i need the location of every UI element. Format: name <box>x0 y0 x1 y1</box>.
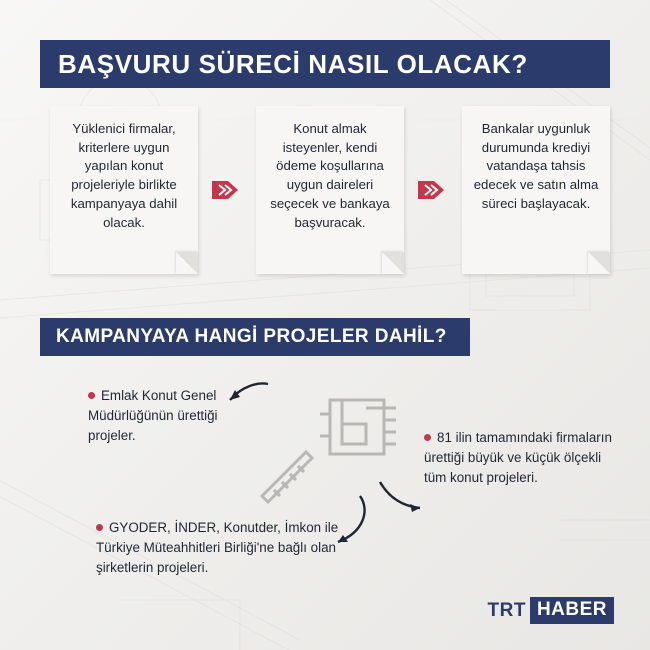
section-title-banner-1 <box>40 40 610 88</box>
process-card-3 <box>462 106 610 274</box>
process-card-1-text: Yüklenici firmalar, kriterlere uygun yapılan konut projeleriyle birlikte kampanyaya dahil olacak. <box>70 121 178 230</box>
logo-trt-text: TRT <box>487 599 526 621</box>
process-cards-row <box>50 106 610 274</box>
trt-haber-logo <box>488 597 615 624</box>
ruler-triangle-icon <box>256 448 320 509</box>
bullet-dot-icon <box>88 392 95 399</box>
curved-arrow-icon-2 <box>378 480 426 519</box>
arrow-icon-1 <box>212 177 242 203</box>
bullet-dot-icon <box>96 524 103 531</box>
process-card-2-text: Konut almak isteyenler, kendi ödeme koşullarına uygun daireleri seçecek ve bankaya başvuracak. <box>270 121 390 230</box>
page-curl-icon <box>176 252 198 274</box>
section-title-banner-2 <box>40 318 470 356</box>
logo-haber-text: HABER <box>530 597 614 624</box>
list-item-3 <box>96 518 364 578</box>
list-item-1-text: Emlak Konut Genel Müdürlüğünün ürettiği projeler. <box>88 388 218 444</box>
process-card-1 <box>50 106 198 274</box>
list-item-3-text: GYODER, İNDER, Konutder, İmkon ile Türkiye Müteahhitleri Birliği'ne bağlı olan şirketlerin projeleri. <box>96 520 339 576</box>
banner-1-text: BAŞVURU SÜRECİ NASIL OLACAK? <box>58 48 528 79</box>
process-card-2 <box>256 106 404 274</box>
list-item-1 <box>88 386 268 446</box>
blueprint-icon <box>318 390 402 471</box>
banner-2-text: KAMPANYAYA HANGİ PROJELER DAHİL? <box>56 326 447 347</box>
list-item-2 <box>424 428 624 488</box>
process-card-3-text: Bankalar uygunluk durumunda krediyi vatandaşa tahsis edecek ve satın alma süreci başlayacak. <box>473 121 599 211</box>
bullet-dot-icon <box>424 434 431 441</box>
list-item-2-text: 81 ilin tamamındaki firmaların ürettiği büyük ve küçük ölçekli tüm konut projeleri. <box>424 430 612 486</box>
page-curl-icon <box>382 252 404 274</box>
arrow-icon-2 <box>418 177 448 203</box>
page-curl-icon <box>588 252 610 274</box>
